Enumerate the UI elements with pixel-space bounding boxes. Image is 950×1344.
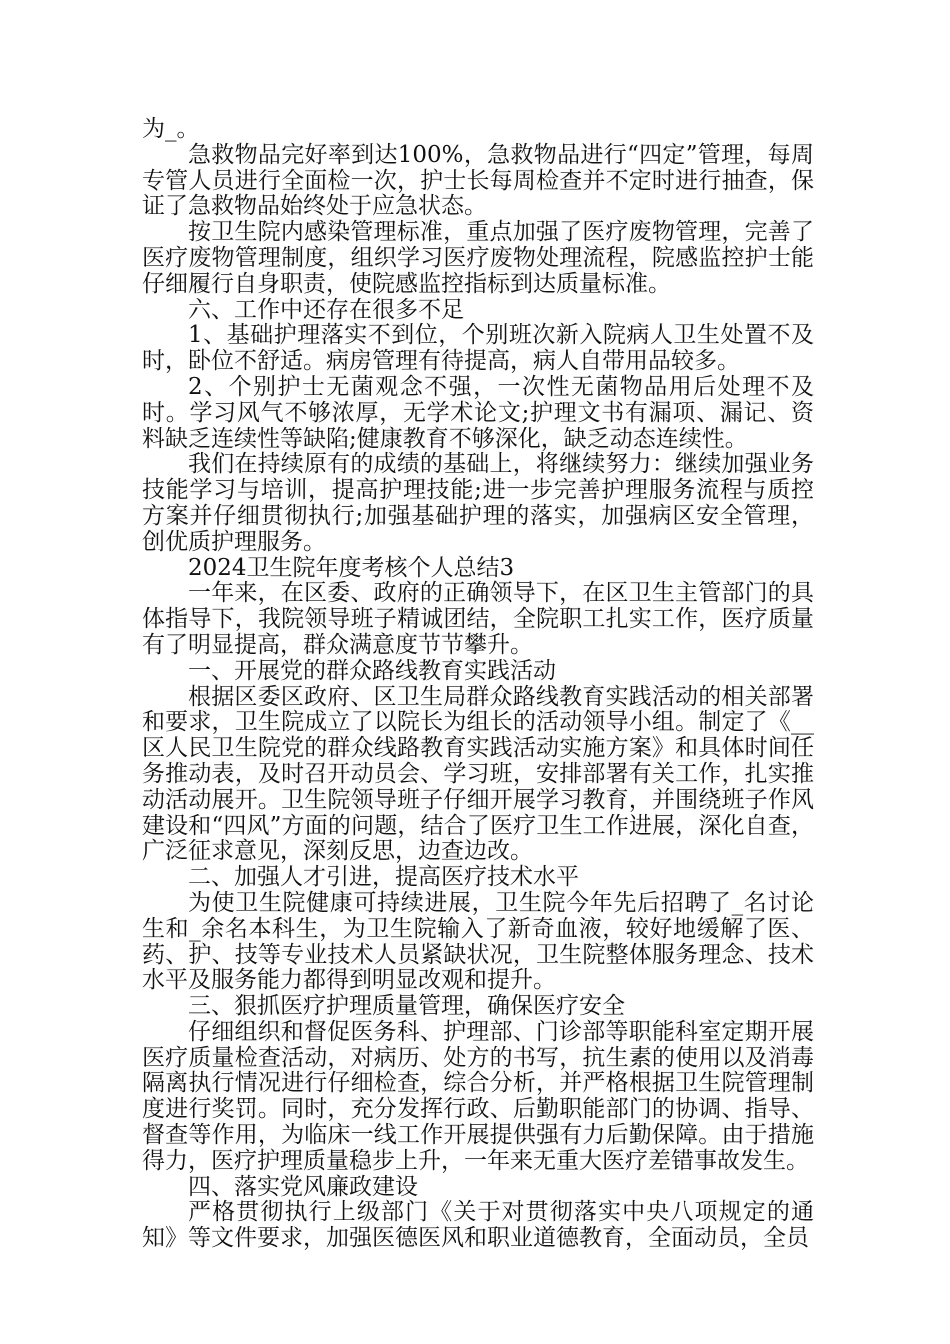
paragraph: 一、开展党的群众路线教育实践活动 — [188, 657, 556, 684]
paragraph: 2、个别护士无菌观念不强，一次性无菌物品用后处理不及时。学习风气不够浓厚，无学术论文;护理文书有漏项、漏记、资料缺乏连续性等缺陷;健康教育不够深化，缺乏动态连续性。 — [142, 373, 814, 452]
paragraph: 四、落实党风廉政建设 — [188, 1173, 418, 1200]
document-body — [142, 117, 814, 1252]
paragraph: 1、基础护理落实不到位，个别班次新入院病人卫生处置不及时，卧位不舒适。病房管理有待提高，病人自带用品较多。 — [142, 322, 814, 375]
paragraph: 急救物品完好率到达100%，急救物品进行“四定”管理，每周专管人员进行全面检一次，护士长每周检查并不定时进行抽查，保证了急救物品始终处于应急状态。 — [142, 141, 814, 220]
paragraph: 为_。 — [142, 116, 200, 142]
paragraph: 我们在持续原有的成绩的基础上，将继续努力：继续加强业务技能学习与培训，提高护理技能;进一步完善护理服务流程与质控方案并仔细贯彻执行;加强基础护理的落实，加强病区安全管理，创优质护理服务。 — [142, 451, 814, 555]
paragraph: 仔细组织和督促医务科、护理部、门诊部等职能科室定期开展医疗质量检查活动，对病历、处方的书写，抗生素的使用以及消毒隔离执行情况进行仔细检查，综合分析，并严格根据卫生院管理制度进行奖罚。同时，充分发挥行政、后勤职能部门的协调、指导、督查等作用，为临床一线工作开展提供强有力后勤保障。由于措施得力，医疗护理质量稳步上升，一年来无重大医疗差错事故发生。 — [142, 1018, 814, 1174]
paragraph: 根据区委区政府、区卫生局群众路线教育实践活动的相关部署和要求，卫生院成立了以院长为组长的活动领导小组。制定了《__区人民卫生院党的群众线路教育实践活动实施方案》和具体时间任务推动表，及时召开动员会、学习班，安排部署有关工作，扎实推动活动展开。卫生院领导班子仔细开展学习教育，并围绕班子作风建设和“四风”方面的问题，结合了医疗卫生工作进展，深化自查，广泛征求意见，深刻反思，边查边改。 — [142, 683, 814, 865]
paragraph: 2024卫生院年度考核个人总结3 — [188, 554, 515, 581]
paragraph: 一年来，在区委、政府的正确领导下，在区卫生主管部门的具体指导下，我院领导班子精诚团结，全院职工扎实工作，医疗质量有了明显提高，群众满意度节节攀升。 — [142, 580, 814, 658]
paragraph: 六、工作中还存在很多不足 — [188, 296, 464, 323]
paragraph: 二、加强人才引进，提高医疗技术水平 — [188, 864, 579, 891]
paragraph: 按卫生院内感染管理标准，重点加强了医疗废物管理，完善了医疗废物管理制度，组织学习医疗废物处理流程，院感监控护士能仔细履行自身职责，使院感监控指标到达质量标准。 — [142, 219, 814, 297]
paragraph: 严格贯彻执行上级部门《关于对贯彻落实中央八项规定的通知》等文件要求，加强医德医风和职业道德教育，全面动员，全员 — [142, 1199, 814, 1252]
paragraph: 为使卫生院健康可持续进展，卫生院今年先后招聘了_名讨论生和_余名本科生，为卫生院输入了新奇血液，较好地缓解了医、药、护、技等专业技术人员紧缺状况，卫生院整体服务理念、技术水平及服务能力都得到明显改观和提升。 — [142, 889, 814, 994]
paragraph: 三、狠抓医疗护理质量管理，确保医疗安全 — [188, 993, 625, 1020]
